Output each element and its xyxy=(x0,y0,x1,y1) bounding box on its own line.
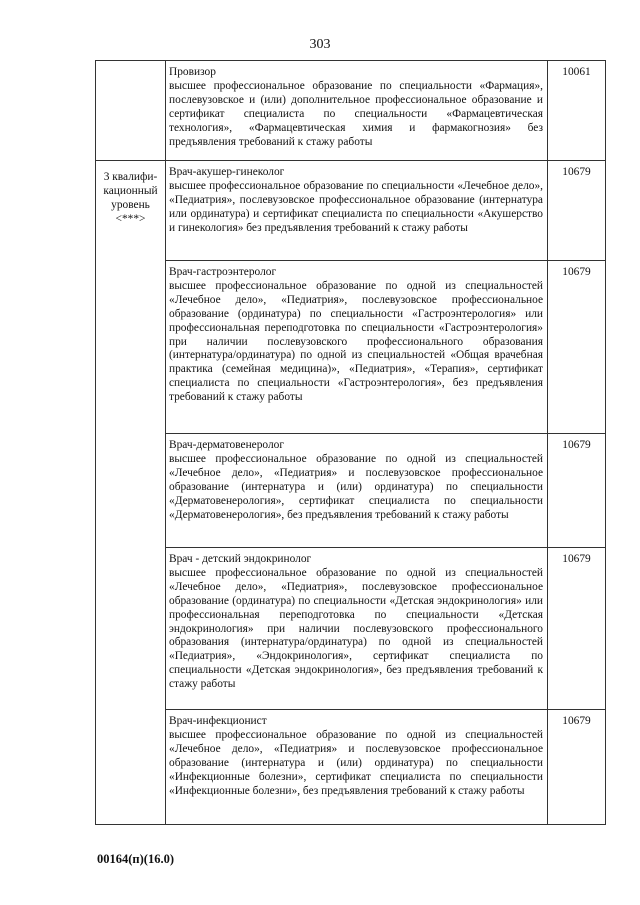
position-requirements: высшее профессиональное образование по специальности «Лечебное дело», «Педиатрия», послевузовское профессиональное образование (интернатура или ординатура) и сертификат специалиста по специальности «Акушерство и гинекология» без предъявления требований к стажу работы xyxy=(169,179,543,234)
position-code: 10679 xyxy=(562,553,591,565)
document-footer-code: 00164(п)(16.0) xyxy=(97,852,174,866)
code-cell xyxy=(548,710,606,825)
position-title: Врач-гастроэнтеролог xyxy=(169,266,277,278)
position-title: Врач - детский эндокринолог xyxy=(169,553,312,565)
description-cell xyxy=(166,710,548,825)
position-code: 10679 xyxy=(562,166,591,178)
level-label-line: <***> xyxy=(115,212,146,225)
position-title: Врач-акушер-гинеколог xyxy=(169,166,285,178)
qualification-table xyxy=(95,60,606,825)
position-code: 10679 xyxy=(562,715,591,727)
position-title: Врач-инфекционист xyxy=(169,715,267,727)
level-label-line: кационный xyxy=(103,184,158,197)
qualification-level-cell xyxy=(96,161,166,825)
code-cell xyxy=(548,261,606,434)
description-cell xyxy=(166,161,548,261)
table-row xyxy=(96,548,606,710)
table-row xyxy=(96,61,606,161)
description-cell xyxy=(166,261,548,434)
position-title: Провизор xyxy=(169,66,216,78)
description-cell xyxy=(166,434,548,548)
table-row xyxy=(96,434,606,548)
position-requirements: высшее профессиональное образование по одной из специальностей «Лечебное дело», «Педиатрия», послевузовское профессиональное образование (ординатура) по специальности «Детская эндокринология» или профессиональная переподготовка по специальности «Детская эндокринология» при наличии послевузовского профессионального образования (интернатура/ординатура) по одной из специальностей «Педиатрия», «Эндокринология», сертификат специалиста по специальности «Детская эндокринология», без предъявления требований к стажу работы xyxy=(169,566,543,691)
code-cell xyxy=(548,548,606,710)
level-cell-empty xyxy=(96,61,166,161)
code-cell xyxy=(548,61,606,161)
position-requirements: высшее профессиональное образование по одной из специальностей «Лечебное дело», «Педиатрия» и послевузовское профессиональное образование (интернатура и (или) ординатура) по специальности «Инфекционные болезни», сертификат специалиста по специальности «Инфекционные болезни», без предъявления требований к стажу работы xyxy=(169,728,543,797)
position-title: Врач-дерматовенеролог xyxy=(169,439,285,451)
table-row xyxy=(96,710,606,825)
position-requirements: высшее профессиональное образование по одной из специальностей «Лечебное дело», «Педиатрия» и послевузовское профессиональное образование (интернатура и (или) ординатура) по специальности «Дерматовенерология», сертификат специалиста по специальности «Дерматовенерология», без предъявления требований к стажу работы xyxy=(169,452,543,521)
description-cell xyxy=(166,548,548,710)
code-cell xyxy=(548,161,606,261)
position-code: 10061 xyxy=(562,66,591,78)
position-code: 10679 xyxy=(562,439,591,451)
position-code: 10679 xyxy=(562,266,591,278)
page-number: 303 xyxy=(309,37,331,52)
position-requirements: высшее профессиональное образование по одной из специальностей «Лечебное дело», «Педиатрия», послевузовское профессиональное образование (ординатура) по специальности «Гастроэнтерология» или профессиональная переподготовка по специальности «Гастроэнтерология» при наличии послевузовского профессионального образования (интернатура/ординатура) по одной из специальностей «Общая врачебная практика (семейная медицина)», «Педиатрия», «Терапия», сертификат специалиста по специальности «Гастроэнтерология», без предъявления требований к стажу работы xyxy=(169,279,543,404)
table-row xyxy=(96,261,606,434)
table-row xyxy=(96,161,606,261)
level-label-line: 3 квалифи- xyxy=(103,171,158,183)
description-cell xyxy=(166,61,548,161)
position-requirements: высшее профессиональное образование по специальности «Фармация», послевузовское и (или) дополнительное профессиональное образование и сертификат специалиста по специальности «Фармацевтическая технология», «Фармацевтическая химия и фармакогнозия» без предъявления требований к стажу работы xyxy=(169,79,543,148)
code-cell xyxy=(548,434,606,548)
level-label-line: уровень xyxy=(111,198,150,211)
